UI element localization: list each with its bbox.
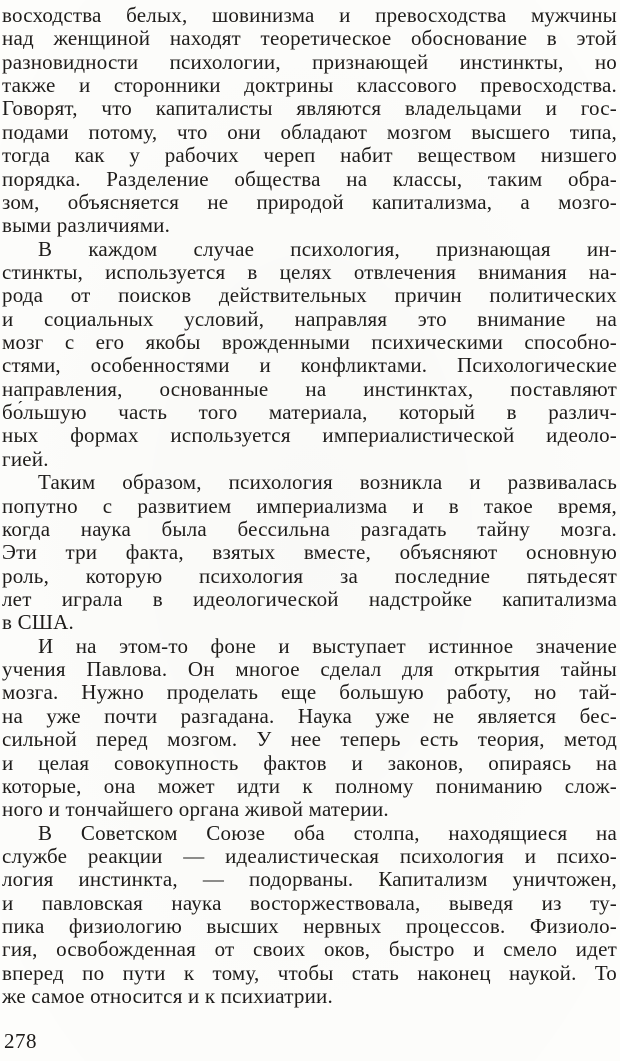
- text-line: бо́льшую часть того материала, который в различ-: [2, 401, 617, 425]
- text-line: В Советском Союзе оба столпа, находящиеся на: [38, 821, 617, 845]
- text-line: же самое относится и к психиатрии.: [2, 985, 333, 1009]
- text-line: в США.: [2, 611, 74, 635]
- text-line: которые, она может идти к полному пониманию слож-: [2, 774, 617, 798]
- text-line: мозг с его якобы врожденными психическими способно-: [2, 331, 617, 355]
- text-line: гия, освобожденная от своих оков, быстро и смело идет: [2, 938, 617, 962]
- paragraph: [2, 635, 617, 822]
- text-line: разновидности психологии, признающей инстинкты, но: [2, 50, 617, 74]
- text-line: восходства белых, шовинизма и превосходства мужчины: [2, 4, 617, 27]
- text-line: логия инстинкта, — подорваны. Капитализм уничтожен,: [2, 868, 617, 892]
- text-line: пика физиологию высших нервных процессов. Физиоло-: [2, 915, 617, 939]
- page-number: 278: [4, 1029, 37, 1054]
- text-line: Говорят, что капиталисты являются владельцами и гос-: [2, 97, 617, 121]
- text-line: и павловская наука восторжествовала, выведя из ту-: [2, 891, 617, 915]
- text-line: ного и тончайшего органа живой материи.: [2, 798, 389, 822]
- text-line: тогда как у рабочих череп набит веществом низшего: [2, 144, 617, 168]
- text-line: вперед по пути к тому, чтобы стать наконец наукой. То: [2, 961, 617, 985]
- page-text: [2, 4, 617, 1008]
- text-line: над женщиной находят теоретическое обоснование в этой: [2, 27, 617, 51]
- paragraph: [2, 238, 617, 472]
- text-line: рода от поисков действительных причин политических: [2, 284, 617, 308]
- paragraph: [2, 4, 617, 238]
- text-line: Таким образом, психология возникла и развивалась: [38, 471, 617, 495]
- text-line: попутно с развитием империализма и в такое время,: [2, 494, 617, 518]
- text-line: направления, основанные на инстинктах, поставляют: [2, 377, 617, 401]
- text-line: выми различиями.: [2, 214, 171, 238]
- text-line: порядка. Разделение общества на классы, таким обра-: [2, 167, 617, 191]
- text-line: зом, объясняется не природой капитализма, а мозго-: [2, 190, 617, 214]
- text-line: подами потому, что они обладают мозгом высшего типа,: [2, 120, 617, 144]
- text-line: роль, которую психология за последние пятьдесят: [2, 564, 617, 588]
- text-line: также и сторонники доктрины классового превосходства.: [2, 74, 617, 98]
- text-line: мозга. Нужно проделать еще большую работу, но тай-: [2, 681, 617, 705]
- text-line: И на этом-то фоне и выступает истинное значение: [38, 634, 617, 658]
- text-line: и социальных условий, направляя это внимание на: [2, 307, 617, 331]
- text-line: лет играла в идеологической надстройке капитализма: [2, 587, 617, 611]
- text-line: стинкты, используется в целях отвлечения внимания на-: [2, 260, 617, 284]
- text-line: гией.: [2, 447, 49, 471]
- text-line: когда наука была бессильна разгадать тайну мозга.: [2, 517, 617, 541]
- text-line: ных формах используется империалистической идеоло-: [2, 424, 617, 448]
- text-line: стями, особенностями и конфликтами. Психологические: [2, 354, 617, 378]
- paragraph: [2, 822, 617, 1009]
- paragraph: [2, 471, 617, 635]
- text-line: В каждом случае психология, признающая ин-: [38, 237, 617, 261]
- text-line: и целая совокупность фактов и законов, опираясь на: [2, 751, 617, 775]
- text-line: учения Павлова. Он многое сделал для открытия тайны: [2, 658, 617, 682]
- text-line: на уже почти разгадана. Наука уже не является бес-: [2, 704, 617, 728]
- text-line: Эти три факта, взятых вместе, объясняют основную: [2, 541, 617, 565]
- text-line: сильной перед мозгом. У нее теперь есть теория, метод: [2, 728, 617, 752]
- text-line: службе реакции — идеалистическая психология и психо-: [2, 844, 617, 868]
